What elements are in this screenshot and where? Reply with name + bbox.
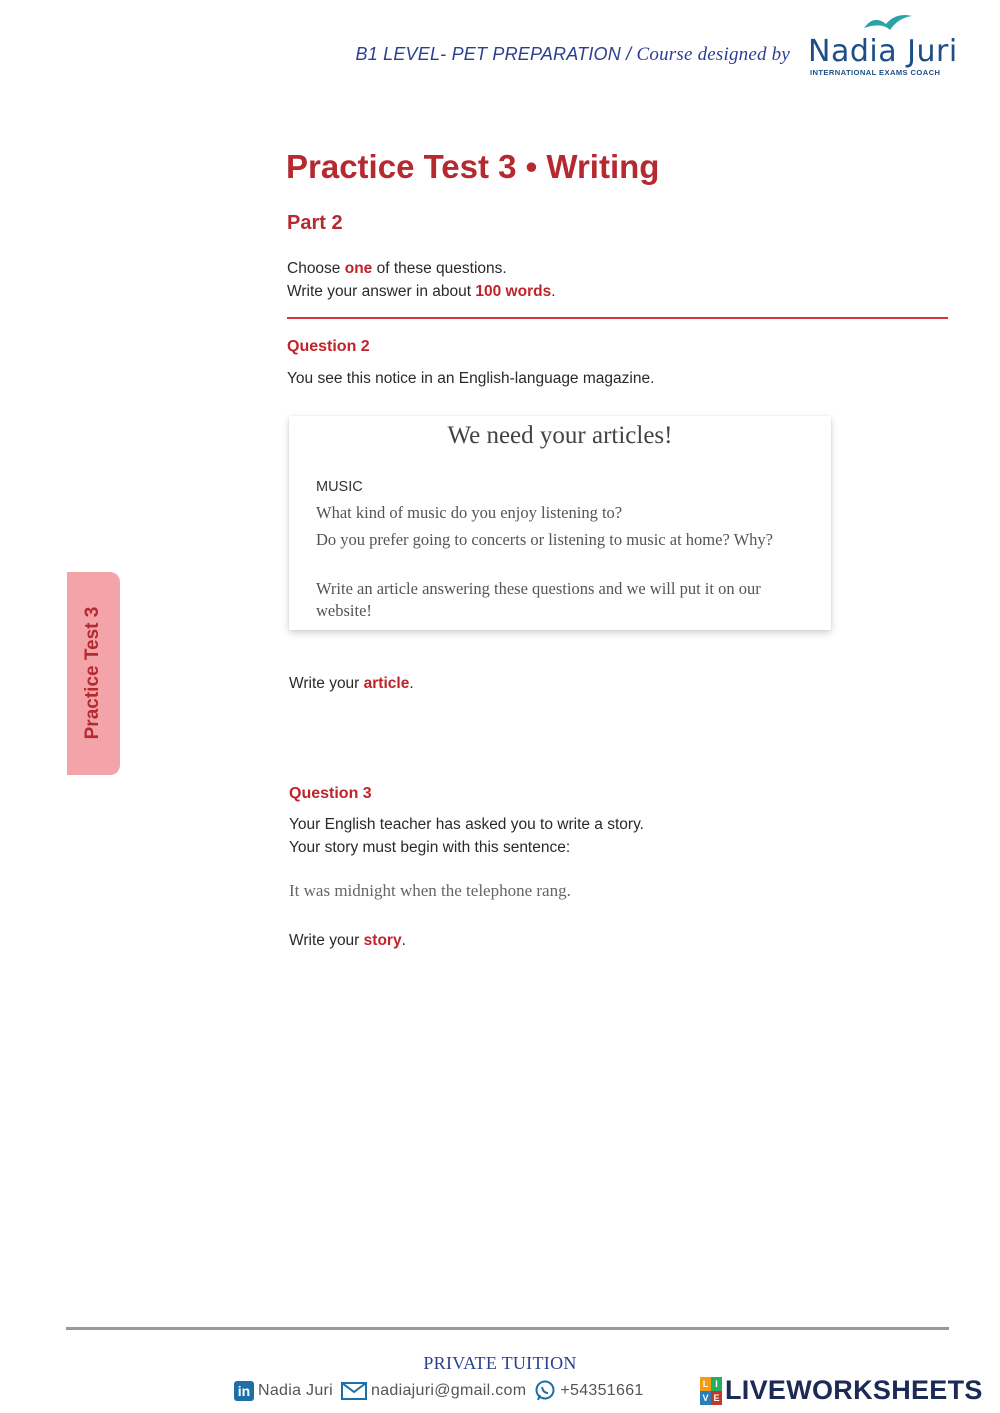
course-level: B1 LEVEL- PET PREPARATION /	[355, 44, 637, 64]
question-2-intro: You see this notice in an English-language magazine.	[287, 370, 655, 387]
question-3-task	[289, 932, 406, 950]
task-text: .	[409, 675, 414, 692]
phone-number: +54351661	[560, 1382, 644, 1399]
live-badge-icon	[700, 1377, 722, 1405]
badge-letter: E	[711, 1391, 722, 1405]
instruction-highlight: 100 words	[475, 283, 552, 300]
course-header	[300, 44, 790, 66]
question-3-line-2: Your story must begin with this sentence:	[289, 839, 571, 856]
footer-divider	[66, 1327, 949, 1330]
question-2-heading: Question 2	[287, 338, 370, 355]
story-opening-sentence: It was midnight when the telephone rang.	[289, 881, 571, 900]
notice-call-to-action: Write an article answering these questions and we will put it on our website!	[316, 579, 761, 620]
email-icon	[341, 1382, 367, 1400]
instruction-text: Choose	[287, 260, 345, 277]
email-address: nadiajuri@gmail.com	[371, 1382, 527, 1399]
side-tab	[67, 572, 120, 775]
badge-letter: I	[711, 1377, 722, 1391]
whatsapp-contact[interactable]	[534, 1380, 643, 1402]
task-highlight: article	[363, 675, 410, 692]
linkedin-icon: in	[234, 1381, 254, 1401]
badge-letter: L	[700, 1377, 711, 1391]
side-tab-label: Practice Test 3	[82, 606, 103, 740]
whatsapp-icon	[534, 1380, 556, 1402]
instruction-highlight: one	[344, 260, 373, 277]
linkedin-contact[interactable]	[234, 1381, 333, 1401]
instruction-text: of these questions.	[372, 260, 507, 277]
task-text: .	[401, 932, 406, 949]
task-highlight: story	[363, 932, 402, 949]
task-text: Write your	[289, 932, 364, 949]
question-2-task	[289, 675, 414, 693]
instruction-text: Write your answer in about	[287, 283, 476, 300]
liveworksheets-watermark	[700, 1375, 983, 1406]
section-divider	[287, 317, 948, 319]
instruction-line-1	[287, 260, 507, 278]
logo-subtitle: INTERNATIONAL EXAMS COACH	[810, 68, 941, 77]
badge-letter: V	[700, 1391, 711, 1405]
notice-question-1: What kind of music do you enjoy listening to?	[316, 503, 623, 522]
email-contact[interactable]	[341, 1382, 526, 1400]
page-title: Practice Test 3 • Writing	[286, 148, 660, 185]
footer-title: PRIVATE TUITION	[423, 1353, 577, 1373]
logo-name: Nadia Juri	[808, 34, 958, 69]
instruction-text: .	[551, 283, 556, 300]
notice-question-2: Do you prefer going to concerts or listening to music at home? Why?	[316, 530, 773, 549]
notice-topic: MUSIC	[316, 479, 363, 495]
part-heading: Part 2	[287, 212, 343, 234]
watermark-text: LIVEWORKSHEETS	[725, 1375, 983, 1405]
question-3-heading: Question 3	[289, 785, 372, 802]
question-3-line-1: Your English teacher has asked you to write a story.	[289, 816, 644, 833]
brand-logo	[806, 10, 966, 82]
notice-title: We need your articles!	[447, 422, 673, 449]
footer-contacts	[234, 1378, 652, 1404]
instruction-line-2	[287, 283, 556, 301]
course-designed-by: Course designed by	[636, 44, 790, 65]
linkedin-name: Nadia Juri	[258, 1382, 334, 1399]
magazine-notice	[289, 416, 831, 630]
task-text: Write your	[289, 675, 364, 692]
